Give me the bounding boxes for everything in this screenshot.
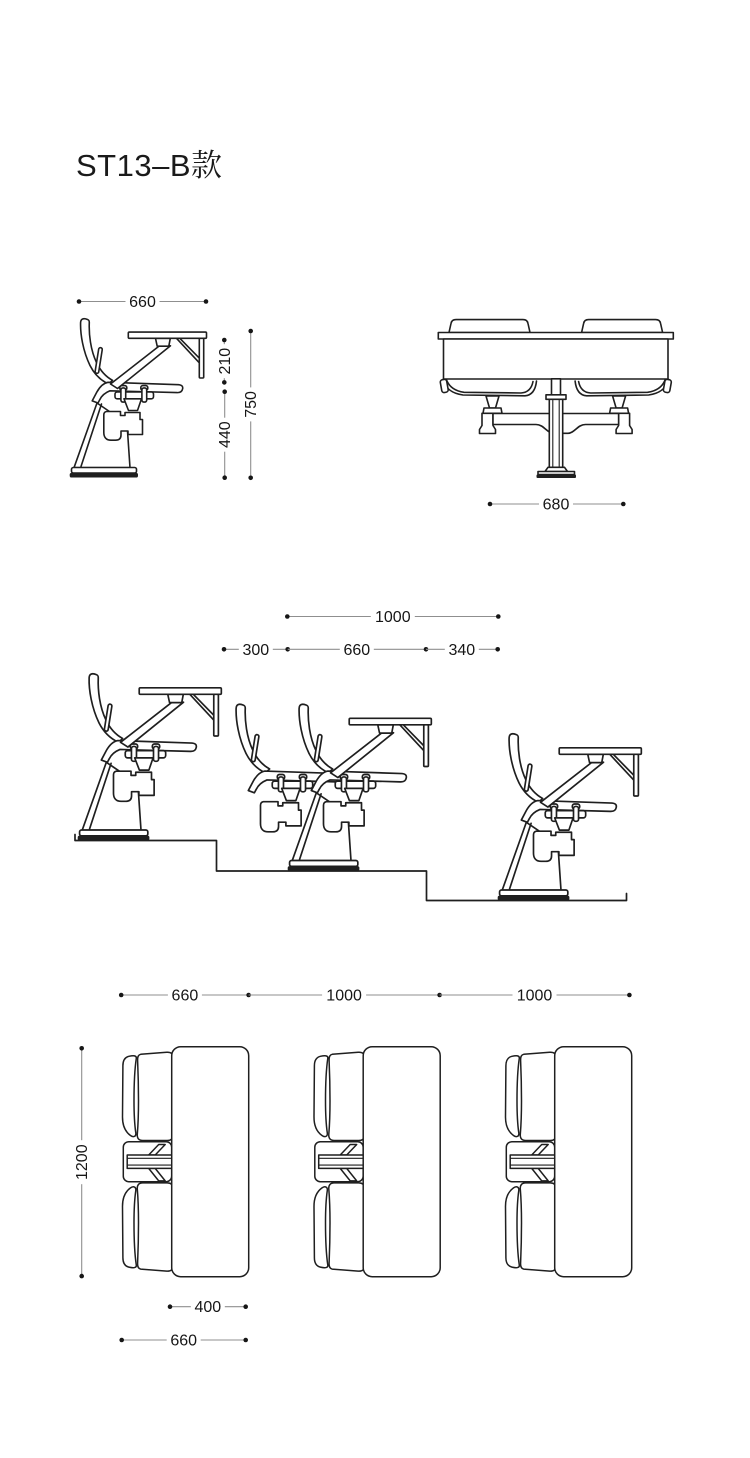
front-desk-top	[438, 333, 673, 340]
plan-unit-1	[122, 1047, 248, 1277]
center-column	[549, 399, 562, 467]
dim-label: 340	[448, 641, 476, 659]
dim-row-pitch	[285, 609, 501, 627]
dim-label: 680	[542, 496, 570, 514]
dim-label: 660	[170, 1332, 198, 1350]
dim-row-rear-gap	[222, 641, 290, 659]
front-modesty-panel	[444, 339, 669, 379]
side-view	[70, 294, 261, 481]
dim-side-width	[77, 294, 209, 312]
dim-plan-desk-depth	[168, 1299, 248, 1317]
row-view	[75, 609, 641, 901]
dim-label: 1200	[74, 1144, 92, 1180]
dim-label: 300	[242, 641, 270, 659]
dim-plan-pitch-b	[440, 987, 632, 1005]
dim-label: 400	[194, 1299, 222, 1317]
dim-label: 1000	[516, 987, 553, 1005]
dim-plan-unit-depth	[119, 1332, 248, 1350]
plan-view	[74, 987, 632, 1350]
column-base-plate	[538, 472, 575, 475]
dim-row-front-gap	[426, 641, 500, 659]
dim-label: 1000	[375, 609, 411, 626]
row-chair-3	[498, 734, 642, 901]
dim-plan-pitch-a	[249, 987, 442, 1005]
front-view	[438, 320, 673, 514]
column-base-shadow	[537, 475, 577, 479]
dim-side-seat-height	[217, 389, 235, 480]
dim-label: 660	[343, 641, 371, 659]
dim-label: 750	[243, 391, 261, 418]
dim-side-overall-height	[243, 329, 261, 480]
dim-label: 660	[171, 987, 199, 1005]
dim-row-unit	[288, 641, 429, 659]
dim-plan-depth	[74, 1046, 92, 1278]
side-view-chair	[70, 319, 207, 478]
column-neck	[552, 379, 561, 395]
dim-front-width	[488, 496, 626, 514]
row-chair-1	[78, 674, 222, 841]
dim-side-desk-height	[216, 338, 234, 385]
dim-label: 210	[216, 347, 234, 375]
dim-label: 440	[217, 421, 235, 449]
model-title: ST13–B款	[76, 148, 223, 183]
dim-plan-unit-width	[119, 987, 251, 1005]
dim-label: 1000	[326, 987, 362, 1005]
plan-unit-2	[314, 1047, 440, 1277]
dim-label: 660	[129, 294, 156, 311]
plan-unit-3	[505, 1047, 631, 1277]
